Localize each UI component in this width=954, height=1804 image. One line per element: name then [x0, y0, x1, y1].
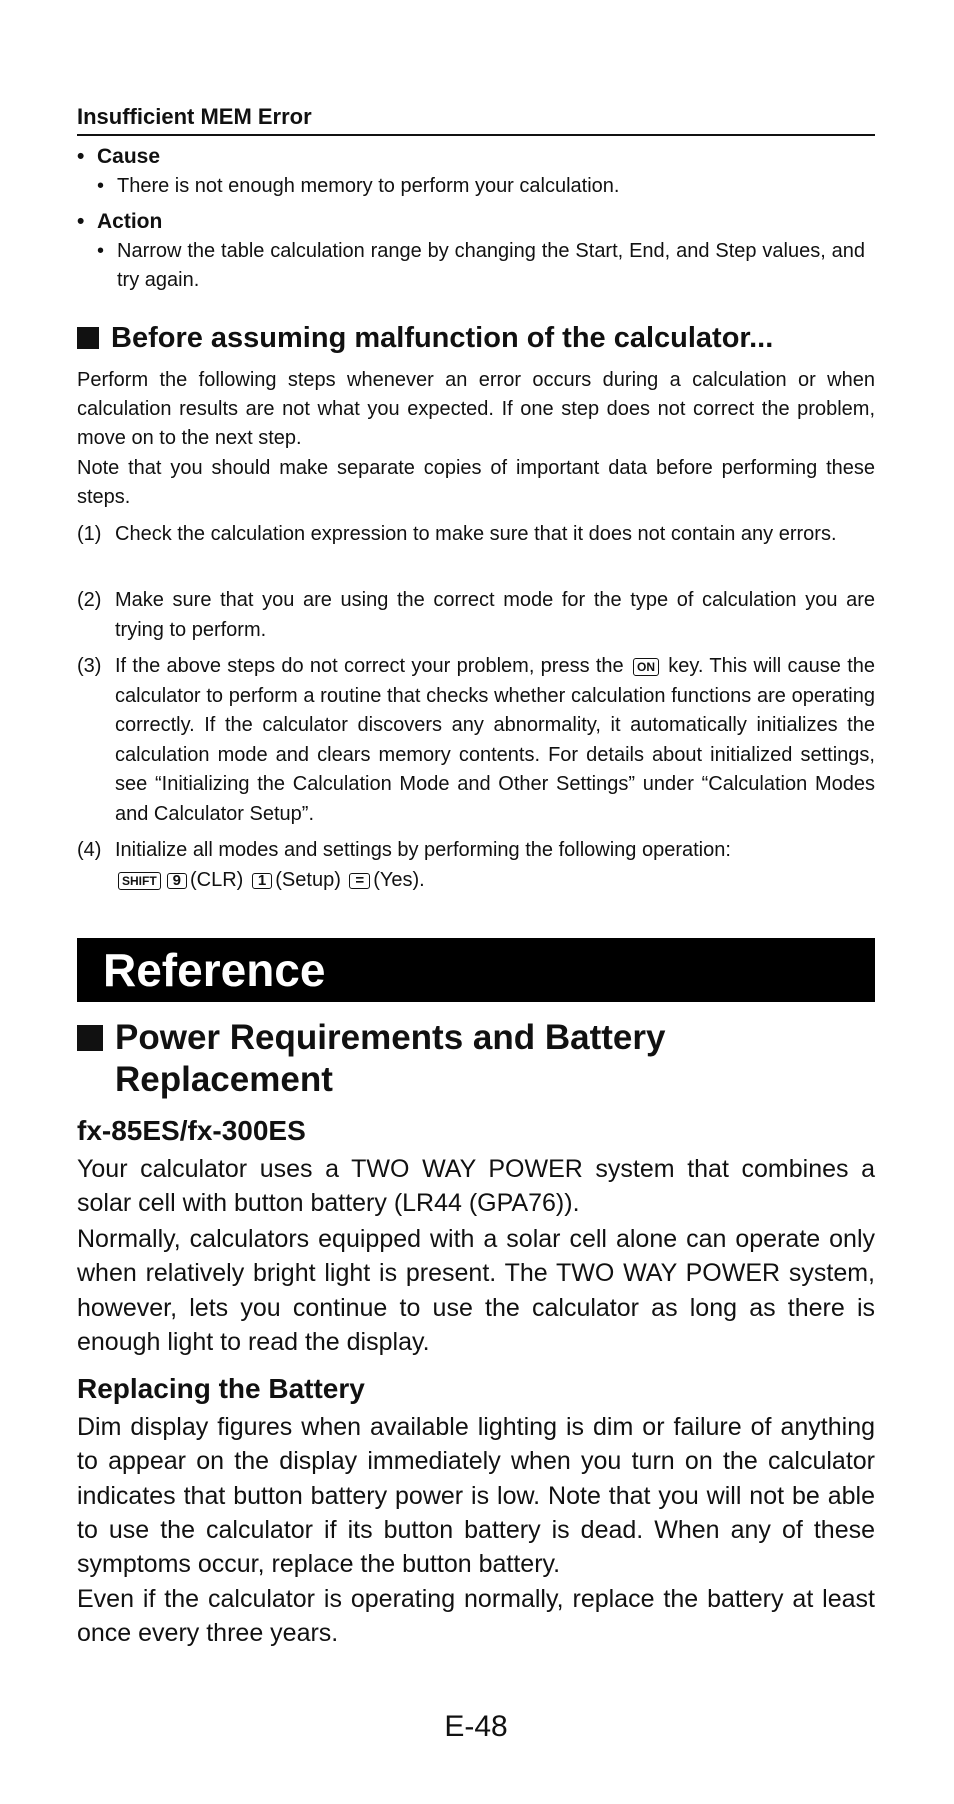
- bullet-dot-icon: •: [97, 240, 105, 262]
- step-4: (4) Initialize all modes and settings by performing the following operation: SHIFT 9 (CLR) 1 (Setup) = (Yes).: [77, 839, 731, 891]
- bullet-dot-icon: •: [97, 175, 105, 197]
- battery-paragraph-1: Dim display figures when available lighting is dim or failure of anything to appear on the display immediately when you turn on the calculator indicates that button battery power is low. Note that you will not be able to use the calculator if its button battery is dead. When any of these symptoms occur, replace the button battery.: [77, 1413, 875, 1579]
- action-text: Narrow the table calculation range by changing the Start, End, and Step values, and try again.: [117, 240, 865, 291]
- malfunction-note: Note that you should make separate copies of important data before performing these steps.: [77, 457, 875, 508]
- action-bullet: [77, 210, 162, 234]
- model-paragraph-1: Your calculator uses a TWO WAY POWER system that combines a solar cell with button battery (LR44 (GPA76)).: [77, 1155, 875, 1218]
- section-square-icon: [77, 327, 99, 349]
- malfunction-intro: Perform the following steps whenever an error occurs during a calculation or when calculation results are not what you expected. If one step does not correct the problem, move on to the next step.: [77, 369, 875, 449]
- bullet-dot-icon: •: [77, 210, 85, 233]
- cause-bullet: [77, 145, 160, 169]
- step-1: (1) Check the calculation expression to make sure that it does not contain any errors.: [77, 523, 837, 545]
- shift-key-icon: SHIFT: [118, 872, 161, 890]
- model-paragraph-2: Normally, calculators equipped with a solar cell alone can operate only when relatively bright light is present. The TWO WAY POWER system, however, lets you continue to use the calculator as long as there is enough light to read the display.: [77, 1225, 875, 1356]
- equals-key-icon: =: [349, 873, 370, 889]
- battery-heading: Replacing the Battery: [77, 1373, 365, 1404]
- power-title: Power Requirements and Battery Replacement: [77, 1017, 875, 1101]
- action-label: Action: [97, 210, 163, 233]
- page-number: E-48: [444, 1710, 508, 1743]
- malfunction-title: Before assuming malfunction of the calculator...: [77, 318, 875, 358]
- step-3: (3) If the above steps do not correct your problem, press the ON key. This will cause the calculator to perform a routine that checks whether calculation functions are operating correctly. If the calculator discovers any abnormality, it automatically initializes the calculation mode and clears memory contents. For details about initialized settings, see “Initializing the Calculation Mode and Other Settings” under “Calculation Modes and Calculator Setup”.: [77, 655, 875, 825]
- action-item: [97, 237, 875, 295]
- nine-key-icon: 9: [167, 873, 187, 889]
- cause-text: There is not enough memory to perform your calculation.: [117, 175, 620, 197]
- step-2: (2) Make sure that you are using the correct mode for the type of calculation you are trying to perform.: [77, 589, 875, 641]
- on-key-icon: ON: [633, 658, 659, 676]
- one-key-icon: 1: [252, 873, 272, 889]
- reference-banner: Reference: [77, 938, 875, 1002]
- cause-label: Cause: [97, 145, 161, 168]
- section-square-icon: [77, 1025, 103, 1051]
- cause-item: [97, 172, 875, 201]
- mem-error-heading: Insufficient MEM Error: [77, 104, 875, 136]
- battery-paragraph-2: Even if the calculator is operating normally, replace the battery at least once every three years.: [77, 1585, 875, 1648]
- bullet-dot-icon: •: [77, 145, 85, 168]
- model-heading: fx-85ES/fx-300ES: [77, 1115, 306, 1146]
